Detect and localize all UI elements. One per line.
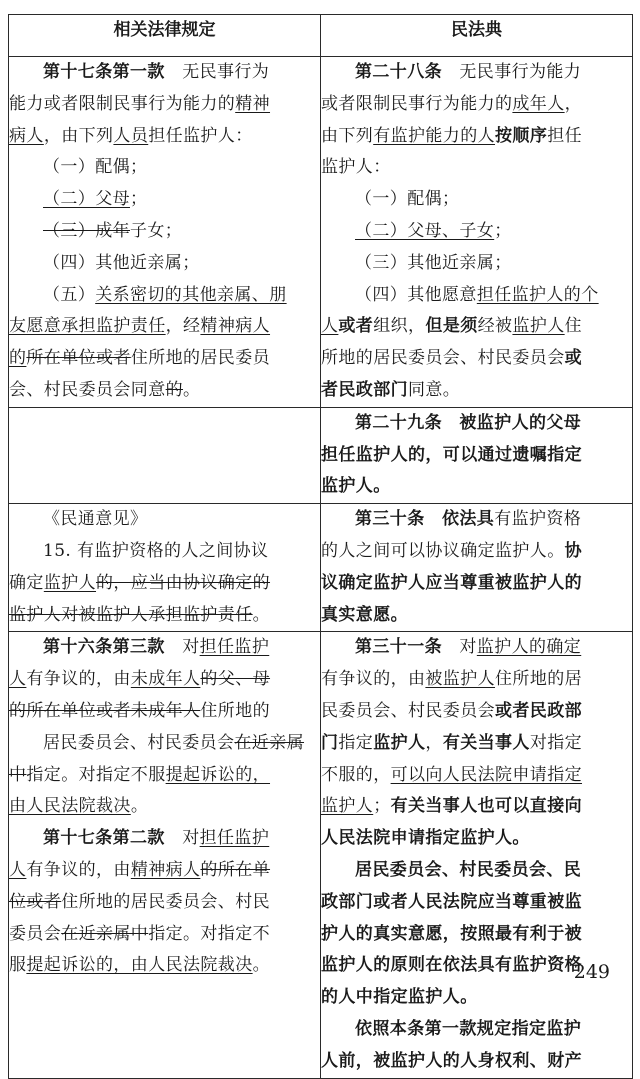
text-line — [321, 919, 632, 951]
text: （一）配偶； — [355, 189, 460, 210]
text: 确定 — [9, 572, 44, 593]
underlined-text: 监护人 — [321, 796, 374, 817]
underlined-text: 提起诉讼的，由人民法院裁决 — [26, 955, 253, 976]
underlined-text: 提起诉讼的， — [165, 764, 271, 785]
text: 民委员会、村民委员会 — [321, 700, 495, 721]
text-line — [9, 919, 320, 951]
bold-text: 政部门或者人民法院应当尊重被监 — [321, 891, 582, 912]
text-line — [321, 696, 632, 728]
text-line — [9, 248, 320, 280]
text: 无民事行为能力 — [442, 62, 582, 82]
text: 经被 — [477, 316, 513, 337]
underlined-text: 监护人的确定 — [476, 637, 582, 658]
text-line — [9, 823, 320, 855]
text: 有争议的，由 — [321, 669, 426, 690]
comparison-table — [8, 14, 633, 1079]
bold-text: 或者民政部 — [495, 700, 582, 721]
underlined-text: 监护人 — [43, 572, 97, 593]
text-line — [321, 57, 632, 89]
text: 或者限制民事行为能力的 — [321, 93, 513, 114]
text: 住所地的居 — [495, 669, 583, 690]
text: 由下列 — [321, 125, 374, 146]
text: 。 — [252, 955, 271, 976]
underlined-text: 有监护能力的人 — [373, 125, 496, 146]
struck-text: 监护人对被监护人承担监护责任 — [9, 604, 253, 625]
text: ，经 — [165, 316, 201, 337]
text: 住所地的居民委员 — [130, 348, 271, 369]
text: 15. 有监护资格的人之间协议 — [43, 540, 269, 561]
underlined-text: 人员 — [113, 125, 149, 146]
text-line — [321, 791, 632, 823]
text: ， — [564, 93, 583, 114]
text: 委员会 — [9, 923, 62, 944]
text-line — [9, 311, 320, 343]
text: 《民通意见》 — [43, 509, 148, 530]
text-line — [321, 728, 632, 760]
text: 的人之间可以协议确定监护人。 — [321, 540, 565, 561]
text-line — [321, 504, 632, 536]
text-line — [9, 89, 320, 121]
bold-text: 第十七条第二款 — [43, 828, 165, 849]
bold-text: 护人的真实意愿，按照最有利于被 — [321, 923, 582, 944]
text-line — [9, 216, 320, 248]
text: 监护人： — [321, 157, 391, 178]
struck-text: 中 — [9, 764, 27, 785]
text-line — [321, 440, 632, 472]
underlined-text: （二）父母、子女 — [355, 220, 495, 241]
text: （四）其他近亲属； — [43, 252, 200, 273]
text-line — [9, 184, 320, 216]
text-line — [9, 600, 320, 632]
text: 住所地的居民委员会、村民 — [61, 891, 271, 912]
text-line — [9, 280, 320, 312]
text-line — [321, 823, 632, 855]
text: 对 — [442, 637, 477, 658]
bold-text: 第十六条第三款 — [43, 637, 165, 658]
underlined-text: 担任监护人的个 — [476, 284, 599, 305]
text: 居民委员会、村民委员会 — [43, 732, 235, 753]
struck-text: 所在单位或者 — [26, 348, 131, 369]
bold-text: 人前，被监护人的人身权利、财产 — [321, 1050, 582, 1071]
text-line — [321, 536, 632, 568]
text: （四）其他愿意 — [355, 284, 477, 305]
bold-text: 或者 — [338, 316, 374, 337]
text-line — [9, 791, 320, 823]
text-line — [321, 184, 632, 216]
text-line — [9, 887, 320, 919]
text-line — [9, 664, 320, 696]
text: （五） — [43, 284, 96, 305]
bold-text: 门 — [321, 732, 339, 753]
text-line — [9, 855, 320, 887]
text: 指定 — [338, 732, 374, 753]
text: （三）其他近亲属； — [355, 252, 512, 273]
struck-text: 的父、母 — [200, 669, 271, 690]
text-line — [321, 664, 632, 696]
text-line — [321, 568, 632, 600]
text-line — [9, 57, 320, 89]
text-line — [321, 1046, 632, 1078]
underlined-text: 关系密切的其他亲属、朋 — [95, 284, 287, 305]
text-line — [9, 568, 320, 600]
text-line — [321, 89, 632, 121]
table-row — [9, 632, 633, 1078]
right-cell — [321, 407, 633, 503]
text: ； — [373, 796, 391, 817]
underlined-text: 病人 — [9, 125, 44, 146]
text: 会、村民委员会同意 — [9, 379, 166, 400]
underlined-text: 人 — [321, 316, 339, 337]
text-line — [321, 1014, 632, 1046]
left-cell — [9, 632, 321, 1078]
underlined-text: 未成年人 — [130, 669, 201, 690]
text-line — [321, 471, 632, 503]
underlined-text: 被监护人 — [425, 669, 496, 690]
right-cell — [321, 57, 633, 408]
text: 指定。对指定不服 — [26, 764, 166, 785]
bold-text: 担任监护人的，可以通过遗嘱指定 — [321, 444, 582, 465]
text: 有争议的，由 — [26, 859, 131, 880]
underlined-text: 监护人 — [512, 316, 565, 337]
struck-text: 的所在单 — [200, 859, 271, 880]
text: 不服的， — [321, 764, 391, 785]
bold-text: 议确定监护人应当尊重被监护人的 — [321, 572, 582, 593]
text-line — [321, 887, 632, 919]
text: 同意。 — [408, 379, 461, 400]
text: ； — [494, 220, 512, 241]
underlined-text: 精神病人 — [200, 316, 271, 337]
bold-text: 居民委员会、村民委员会、民 — [355, 859, 582, 880]
struck-text: 的，应当由协议确定的 — [96, 572, 271, 593]
text-line — [321, 760, 632, 792]
text-line — [321, 855, 632, 887]
underlined-text: 精神病人 — [130, 859, 201, 880]
text-line — [9, 343, 320, 375]
table-header-row — [9, 15, 633, 57]
text: 。 — [130, 796, 149, 817]
text-line — [321, 632, 632, 664]
bold-text: 真实意愿。 — [321, 604, 408, 625]
text: 有争议的，由 — [26, 669, 131, 690]
right-cell — [321, 632, 633, 1078]
struck-text: （三）成年 — [43, 220, 130, 241]
text-line — [9, 728, 320, 760]
bold-text: 第二十九条 被监护人的父母 — [355, 412, 582, 433]
text-line — [9, 121, 320, 153]
bold-text: 第十七条第一款 — [43, 62, 165, 82]
text: （一）配偶； — [43, 157, 148, 178]
bold-text: 第三十条 依法具 — [355, 509, 495, 530]
text: 组织， — [373, 316, 426, 337]
underlined-text: 担任监护 — [199, 828, 270, 849]
bold-text: 人民法院申请指定监护人。 — [321, 828, 530, 849]
text-line — [321, 152, 632, 184]
text: 指定。对指定不 — [148, 923, 271, 944]
header-related-law: 相关法律规定 — [9, 15, 321, 57]
table-row — [9, 407, 633, 503]
underlined-text: 精神 — [235, 93, 271, 114]
text: 担任 — [547, 125, 583, 146]
text-line — [9, 760, 320, 792]
bold-text: 依照本条第一款规定指定监护 — [355, 1018, 582, 1039]
text: ； — [130, 189, 148, 210]
struck-text: 的 — [165, 379, 184, 400]
left-cell — [9, 407, 321, 503]
left-cell — [9, 504, 321, 632]
text-line — [321, 343, 632, 375]
text: ，由下列 — [43, 125, 114, 146]
underlined-text: 友愿意承担监护责任 — [9, 316, 166, 337]
underlined-text: 可以向人民法院申请指定 — [390, 764, 583, 785]
text: 服 — [9, 955, 27, 976]
left-cell — [9, 57, 321, 408]
text-line — [321, 216, 632, 248]
table-row — [9, 57, 633, 408]
bold-text: 第二十八条 — [355, 62, 442, 82]
underlined-text: 人 — [9, 669, 27, 690]
bold-text: 监护人 — [373, 732, 426, 753]
text-line — [9, 632, 320, 664]
text: 对 — [164, 828, 200, 849]
struck-text: 位或者 — [9, 891, 62, 912]
bold-text: 或 — [564, 348, 583, 369]
bold-text: 监护人。 — [321, 476, 391, 497]
underlined-text: 由人民法院裁决 — [9, 796, 131, 817]
text-line — [9, 375, 320, 407]
text: 能力或者限制民事行为能力的 — [9, 93, 236, 114]
underlined-text: 担任监护 — [199, 637, 270, 658]
bold-text: 协 — [564, 540, 583, 561]
bold-text: 但是须 — [425, 316, 478, 337]
text-line — [9, 950, 320, 982]
text-line — [321, 600, 632, 632]
text-line — [321, 375, 632, 407]
page-number: 249 — [573, 961, 610, 983]
text: 子女； — [130, 220, 183, 241]
text-line — [321, 408, 632, 440]
text-line — [9, 536, 320, 568]
text: 住所地的 — [200, 700, 271, 721]
text: 担任监护人： — [148, 125, 253, 146]
text-line — [321, 280, 632, 312]
text-line — [9, 152, 320, 184]
struck-text: 在近亲属中 — [61, 923, 149, 944]
text-line — [321, 121, 632, 153]
table-row — [9, 504, 633, 632]
underlined-text: 成年人 — [512, 93, 565, 114]
bold-text: 有关当事人 — [442, 732, 530, 753]
underlined-text: （二）父母 — [43, 189, 130, 210]
header-civil-code: 民法典 — [321, 15, 633, 57]
text-line — [9, 504, 320, 536]
text: 无民事行为 — [164, 62, 270, 82]
text-line — [9, 696, 320, 728]
text-line — [321, 311, 632, 343]
text: 对指定 — [529, 732, 583, 753]
text-line — [321, 248, 632, 280]
text: 有监护资格 — [494, 509, 582, 530]
bold-text: 有关当事人也可以直接向 — [390, 796, 583, 817]
bold-text: 第三十一条 — [355, 637, 442, 658]
right-cell — [321, 504, 633, 632]
text: 住 — [564, 316, 583, 337]
text: 。 — [183, 379, 201, 400]
bold-text: 监护人的原则在依法具有监护资格 — [321, 955, 582, 976]
struck-text: 在近亲属 — [234, 732, 305, 753]
bold-text: 的人中指定监护人。 — [321, 987, 478, 1008]
underlined-text: 人 — [9, 859, 27, 880]
text: 对 — [164, 637, 200, 658]
text: 所地的居民委员会、村民委员会 — [321, 348, 565, 369]
text-line — [321, 982, 632, 1014]
text: ， — [425, 732, 443, 753]
bold-text: 者民政部门 — [321, 379, 408, 400]
text: 。 — [252, 604, 271, 625]
underlined-text: 的 — [9, 348, 27, 369]
struck-text: 的所在单位或者未成年人 — [9, 700, 201, 721]
bold-text: 按顺序 — [495, 125, 548, 146]
